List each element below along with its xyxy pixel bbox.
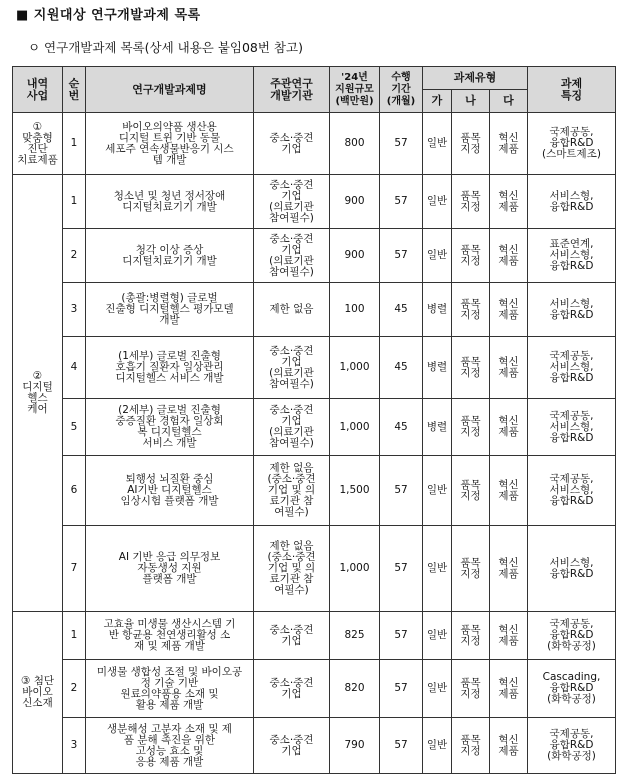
row-no: 1 [63, 113, 86, 175]
row-org: 중소·중견 기업 [254, 612, 330, 660]
row-task: 미생물 생합성 조절 및 바이오공 정 기술 기반 원료의약품용 소재 및 활용 제품 개발 [86, 660, 254, 718]
document-subtitle: ㅇ 연구개발과제 목록(상세 내용은 붙임08번 참고) [28, 40, 303, 55]
table-row [13, 283, 616, 337]
row-type-b: 품목 지정 [452, 399, 490, 456]
header-type: 과제유형 [423, 67, 528, 90]
row-budget: 100 [330, 283, 380, 337]
project-list-table [12, 66, 616, 774]
row-feature: 국제공동, 융합R&D (스마트제조) [528, 113, 616, 175]
row-task: 청소년 및 청년 정서장애 디지털치료기기 개발 [86, 175, 254, 229]
row-feature: 국제공동, 융합R&D (화학공정) [528, 718, 616, 774]
row-task: 퇴행성 뇌질환 중심 AI기반 디지털헬스 임상시험 플랫폼 개발 [86, 456, 254, 526]
row-type-c: 혁신 제품 [490, 660, 528, 718]
row-no: 7 [63, 526, 86, 612]
row-type-a: 일반 [423, 229, 452, 283]
header-no: 순 번 [63, 67, 86, 113]
row-period: 45 [380, 399, 423, 456]
header-type-b: 나 [452, 90, 490, 113]
row-budget: 825 [330, 612, 380, 660]
row-type-c: 혁신 제품 [490, 113, 528, 175]
row-type-a: 일반 [423, 660, 452, 718]
row-feature: 국제공동, 융합R&D (화학공정) [528, 612, 616, 660]
row-feature: 표준연계, 서비스형, 융합R&D [528, 229, 616, 283]
row-type-b: 품목 지정 [452, 612, 490, 660]
table-header-row [13, 67, 616, 90]
row-type-b: 품목 지정 [452, 337, 490, 399]
row-feature: 국제공동, 서비스형, 융합R&D [528, 337, 616, 399]
row-no: 1 [63, 175, 86, 229]
row-type-b: 품목 지정 [452, 456, 490, 526]
row-task: (2세부) 글로벌 진출형 중증질환 경험자 일상회 복 디지털헬스 서비스 개발 [86, 399, 254, 456]
row-period: 57 [380, 175, 423, 229]
row-budget: 900 [330, 175, 380, 229]
table-row [13, 399, 616, 456]
row-no: 3 [63, 718, 86, 774]
row-org: 중소·중견 기업 [254, 660, 330, 718]
row-budget: 1,500 [330, 456, 380, 526]
row-type-b: 품목 지정 [452, 229, 490, 283]
table-row [13, 229, 616, 283]
row-task: 청각 이상 증상 디지털치료기기 개발 [86, 229, 254, 283]
header-type-a: 가 [423, 90, 452, 113]
row-type-a: 일반 [423, 612, 452, 660]
row-type-b: 품목 지정 [452, 283, 490, 337]
row-budget: 790 [330, 718, 380, 774]
row-period: 57 [380, 660, 423, 718]
table-row [13, 113, 616, 175]
row-period: 57 [380, 718, 423, 774]
row-type-c: 혁신 제품 [490, 283, 528, 337]
row-no: 3 [63, 283, 86, 337]
row-budget: 1,000 [330, 337, 380, 399]
row-type-b: 품목 지정 [452, 718, 490, 774]
row-feature: Cascading, 융합R&D (화학공정) [528, 660, 616, 718]
row-type-a: 병렬 [423, 283, 452, 337]
row-feature: 국제공동, 서비스형, 융합R&D [528, 456, 616, 526]
row-org: 중소·중견 기업 (의료기관 참여필수) [254, 337, 330, 399]
row-org: 제한 없음 (중소·중견 기업 및 의 료기관 참 여필수) [254, 526, 330, 612]
header-budget: '24년 지원규모 (백만원) [330, 67, 380, 113]
row-type-a: 병렬 [423, 337, 452, 399]
row-no: 6 [63, 456, 86, 526]
table-row [13, 175, 616, 229]
row-no: 1 [63, 612, 86, 660]
row-type-c: 혁신 제품 [490, 456, 528, 526]
row-period: 57 [380, 113, 423, 175]
row-type-a: 병렬 [423, 399, 452, 456]
header-feature: 과제 특징 [528, 67, 616, 113]
row-period: 45 [380, 337, 423, 399]
row-org: 중소·중견 기업 (의료기관 참여필수) [254, 175, 330, 229]
row-type-a: 일반 [423, 456, 452, 526]
row-feature: 서비스형, 융합R&D [528, 526, 616, 612]
table-row [13, 456, 616, 526]
row-budget: 800 [330, 113, 380, 175]
row-task: (총괄:병렬형) 글로벌 진출형 디지털헬스 평가모델 개발 [86, 283, 254, 337]
row-type-c: 혁신 제품 [490, 337, 528, 399]
row-type-a: 일반 [423, 175, 452, 229]
row-budget: 1,000 [330, 526, 380, 612]
row-budget: 820 [330, 660, 380, 718]
row-type-c: 혁신 제품 [490, 399, 528, 456]
row-type-c: 혁신 제품 [490, 229, 528, 283]
row-no: 5 [63, 399, 86, 456]
row-type-c: 혁신 제품 [490, 718, 528, 774]
row-org: 제한 없음 (중소·중견 기업 및 의 료기관 참 여필수) [254, 456, 330, 526]
row-task: 고효율 미생물 생산시스템 기 반 항균용 천연생리활성 소 재 및 제품 개발 [86, 612, 254, 660]
header-org: 주관연구 개발기관 [254, 67, 330, 113]
row-type-b: 품목 지정 [452, 526, 490, 612]
header-task: 연구개발과제명 [86, 67, 254, 113]
row-no: 2 [63, 660, 86, 718]
row-no: 4 [63, 337, 86, 399]
group-name: ① 맞춤형 진단 치료제품 [13, 113, 63, 175]
group-name: ③ 첨단 바이오 신소재 [13, 612, 63, 774]
header-project: 내역 사업 [13, 67, 63, 113]
row-org: 중소·중견 기업 (의료기관 참여필수) [254, 229, 330, 283]
row-feature: 국제공동, 서비스형, 융합R&D [528, 399, 616, 456]
row-org: 제한 없음 [254, 283, 330, 337]
row-type-b: 품목 지정 [452, 660, 490, 718]
row-task: AI 기반 응급 의무정보 자동생성 지원 플랫폼 개발 [86, 526, 254, 612]
table-row [13, 612, 616, 660]
row-period: 57 [380, 526, 423, 612]
row-period: 57 [380, 456, 423, 526]
row-budget: 1,000 [330, 399, 380, 456]
row-period: 57 [380, 612, 423, 660]
row-budget: 900 [330, 229, 380, 283]
row-period: 57 [380, 229, 423, 283]
row-no: 2 [63, 229, 86, 283]
row-type-b: 품목 지정 [452, 113, 490, 175]
table-row [13, 718, 616, 774]
row-task: 바이오의약품 생산용 디지털 트윈 기반 동물 세포주 연속생물반응기 시스 템 개발 [86, 113, 254, 175]
row-feature: 서비스형, 융합R&D [528, 283, 616, 337]
row-type-c: 혁신 제품 [490, 526, 528, 612]
row-type-c: 혁신 제품 [490, 175, 528, 229]
table-row [13, 337, 616, 399]
row-task: 생분해성 고분자 소재 및 제 품 분해 촉진을 위한 고성능 효소 및 응용 제품 개발 [86, 718, 254, 774]
row-task: (1세부) 글로벌 진출형 호흡기 질환자 일상관리 디지털헬스 서비스 개발 [86, 337, 254, 399]
row-org: 중소·중견 기업 [254, 113, 330, 175]
row-feature: 서비스형, 융합R&D [528, 175, 616, 229]
table-row [13, 660, 616, 718]
row-period: 45 [380, 283, 423, 337]
header-period: 수행 기간 (개월) [380, 67, 423, 113]
header-type-c: 다 [490, 90, 528, 113]
row-type-c: 혁신 제품 [490, 612, 528, 660]
row-type-b: 품목 지정 [452, 175, 490, 229]
row-type-a: 일반 [423, 526, 452, 612]
row-org: 중소·중견 기업 [254, 718, 330, 774]
table-row [13, 526, 616, 612]
document-title: ■ 지원대상 연구개발과제 목록 [16, 8, 201, 23]
row-type-a: 일반 [423, 113, 452, 175]
group-name: ② 디지털 헬스 케어 [13, 175, 63, 612]
row-type-a: 일반 [423, 718, 452, 774]
row-org: 중소·중견 기업 (의료기관 참여필수) [254, 399, 330, 456]
